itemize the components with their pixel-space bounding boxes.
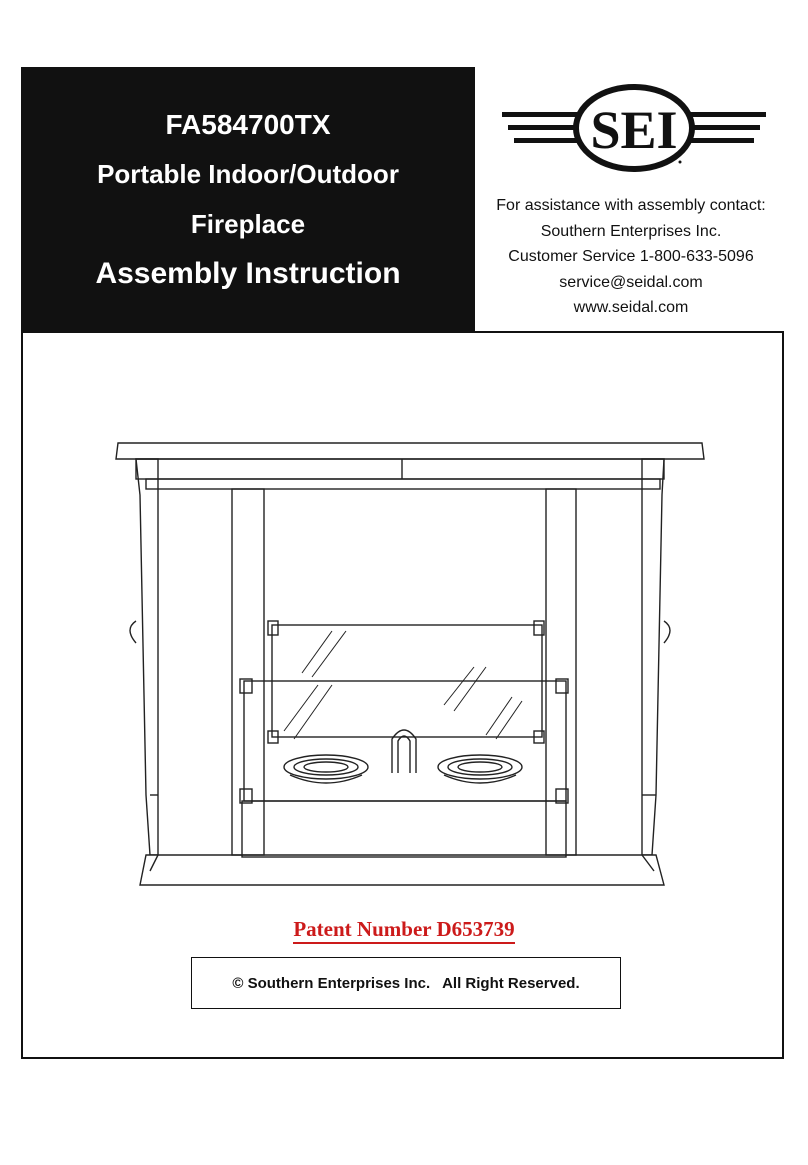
model-number: FA584700TX <box>165 109 331 140</box>
contact-company: Southern Enterprises Inc. <box>540 222 722 240</box>
fireplace-illustration <box>110 435 710 895</box>
product-name-line1: Portable Indoor/Outdoor <box>97 159 399 189</box>
contact-website: www.seidal.com <box>573 299 689 316</box>
logo-text: SEI <box>590 100 678 160</box>
patent-number <box>0 917 808 942</box>
contact-info <box>478 193 784 321</box>
contact-intro: For assistance with assembly contact: <box>496 197 766 214</box>
copyright-box: © Southern Enterprises Inc. All Right Reserved. <box>191 957 621 1009</box>
patent-label: Patent Number D653739 <box>293 917 514 944</box>
document-type: Assembly Instruction <box>95 257 401 290</box>
contact-phone: Customer Service 1-800-633-5096 <box>508 248 754 265</box>
title-block <box>21 67 475 331</box>
sei-logo-icon <box>498 82 770 190</box>
product-name-line2: Fireplace <box>190 209 306 239</box>
contact-email: service@seidal.com <box>559 273 703 291</box>
